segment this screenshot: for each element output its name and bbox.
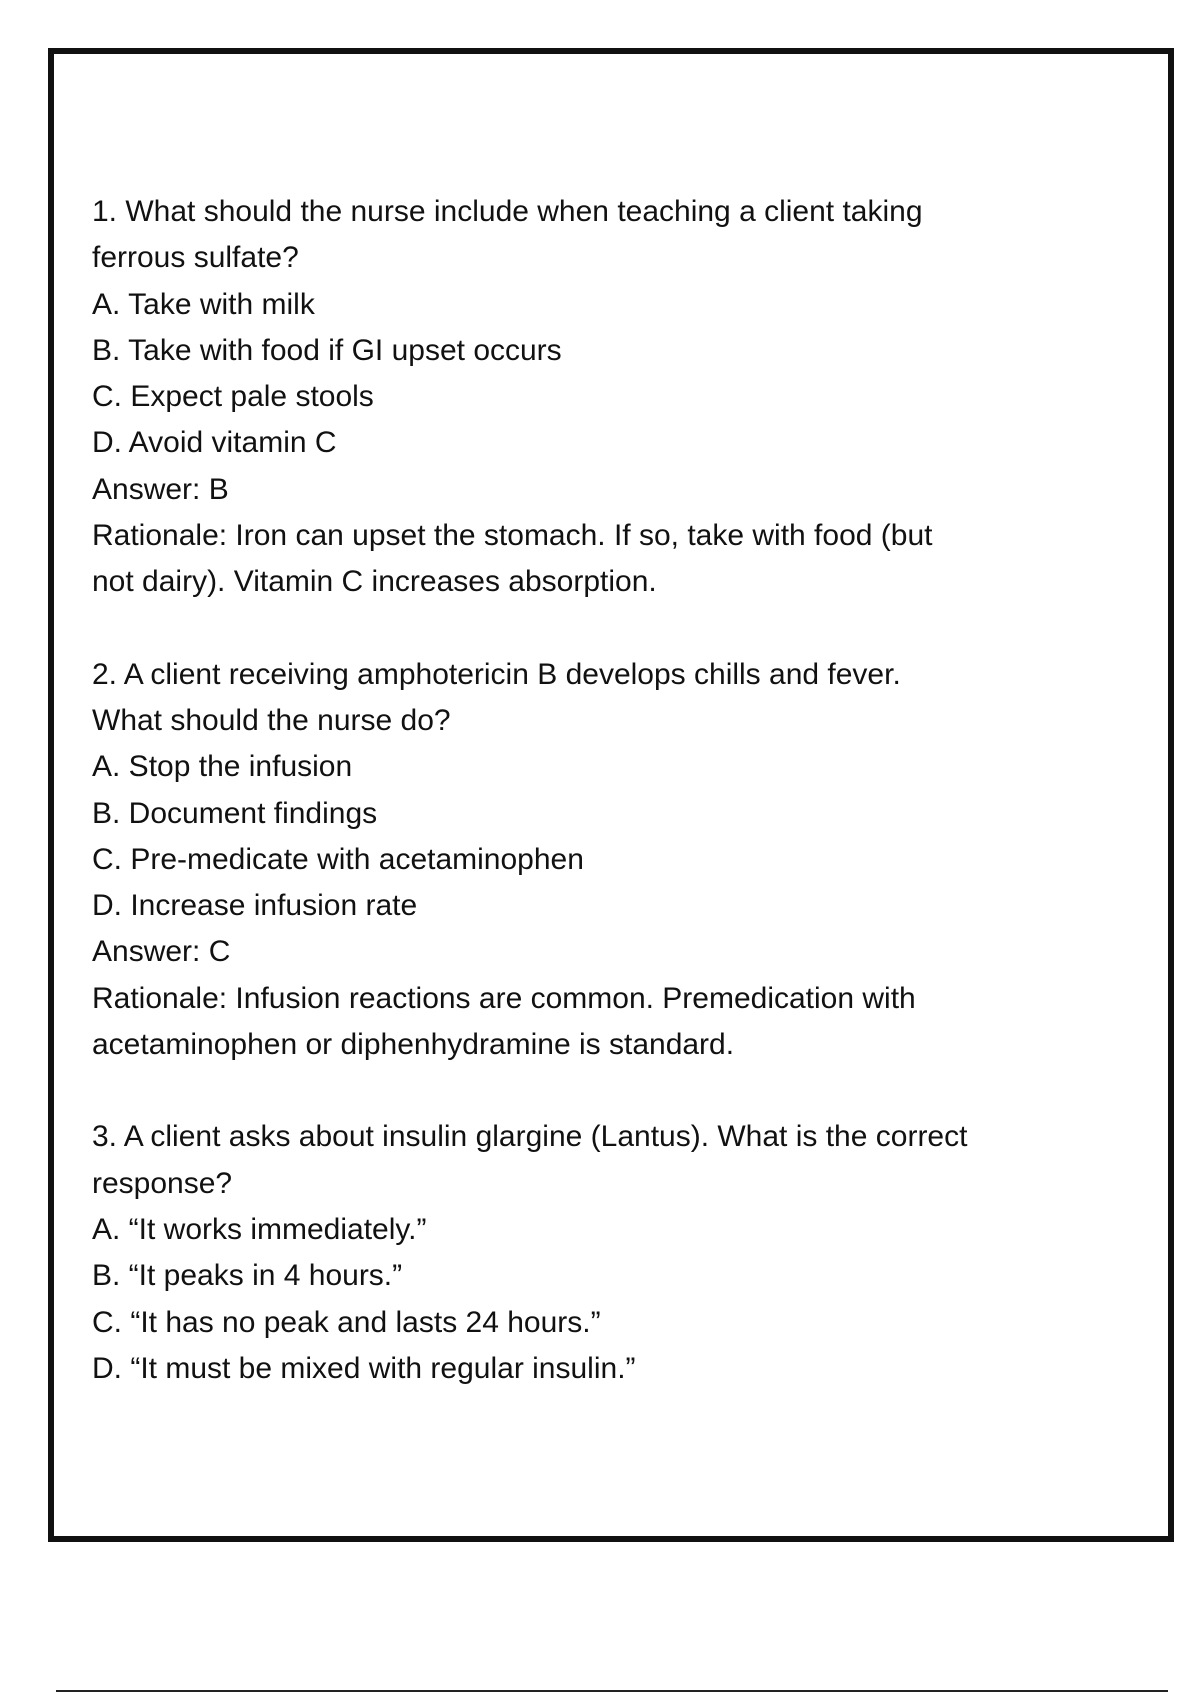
question-3-prompt-line-2: response? (92, 1166, 233, 1200)
question-2-option-b: B. Document findings (92, 796, 378, 830)
question-3-option-b: B. “It peaks in 4 hours.” (92, 1259, 403, 1293)
question-1-option-a: A. Take with milk (92, 287, 315, 321)
question-3-option-a: A. “It works immediately.” (92, 1212, 427, 1246)
question-2-prompt-line-1: 2. A client receiving amphotericin B develops chills and fever. (92, 657, 901, 691)
question-1-rationale-line-1: Rationale: Iron can upset the stomach. If so, take with food (but (92, 519, 933, 553)
question-1-option-c: C. Expect pale stools (92, 380, 374, 414)
question-3 (92, 1114, 1082, 1392)
question-2-rationale-line-1: Rationale: Infusion reactions are common. Premedication with (92, 981, 916, 1015)
question-3-prompt-line-1: 3. A client asks about insulin glargine (Lantus). What is the correct (92, 1120, 968, 1154)
question-2-option-d: D. Increase infusion rate (92, 889, 418, 923)
question-1-prompt-line-1: 1. What should the nurse include when teaching a client taking (92, 195, 923, 228)
question-1-option-d: D. Avoid vitamin C (92, 426, 337, 460)
question-1-rationale-line-2: not dairy). Vitamin C increases absorption. (92, 565, 657, 599)
question-1-option-b: B. Take with food if GI upset occurs (92, 333, 562, 367)
question-1-prompt-line-2: ferrous sulfate? (92, 241, 299, 275)
question-2-prompt-line-2: What should the nurse do? (92, 703, 451, 737)
bottom-divider (56, 1690, 1168, 1692)
question-2-option-a: A. Stop the infusion (92, 750, 353, 784)
question-2-option-c: C. Pre-medicate with acetaminophen (92, 842, 584, 876)
question-2-answer: Answer: C (92, 935, 231, 969)
question-list (92, 189, 1082, 1392)
question-2 (92, 652, 1082, 1069)
question-1 (92, 189, 1082, 606)
question-3-option-c: C. “It has no peak and lasts 24 hours.” (92, 1305, 601, 1339)
question-2-rationale-line-2: acetaminophen or diphenhydramine is standard. (92, 1028, 735, 1062)
question-3-option-d: D. “It must be mixed with regular insulin.” (92, 1351, 636, 1385)
question-1-answer: Answer: B (92, 472, 229, 506)
